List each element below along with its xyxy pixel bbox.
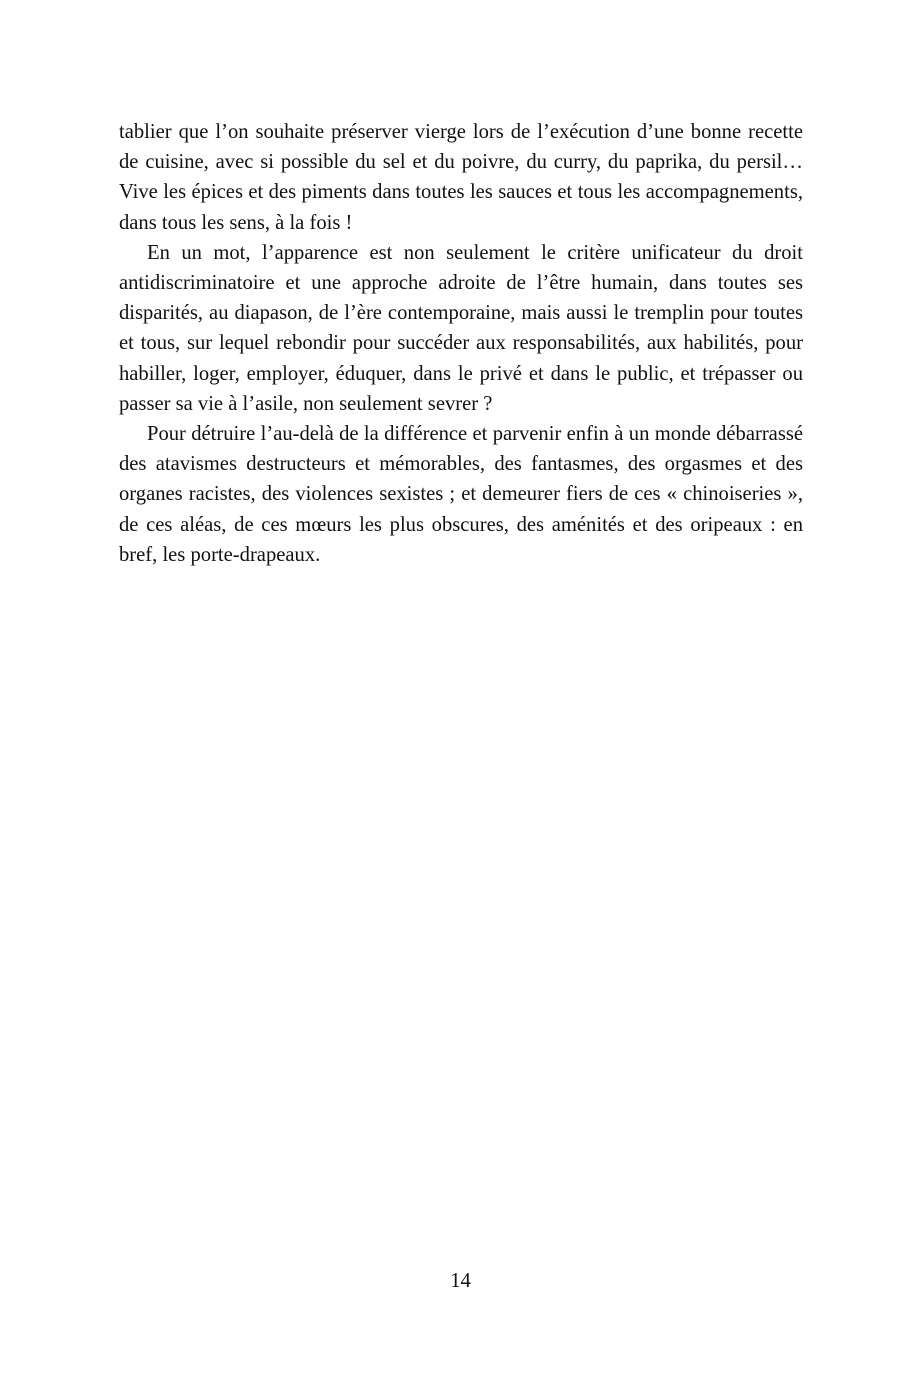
paragraph-apparence: En un mot, l’apparence est non seulement le critère unificateur du droit antidiscriminatoire et une approche adroite de l’être humain, dans toutes ses disparités, au diapason, de l’ère contemporaine, mais aussi le tremplin pour toutes et tous, sur lequel rebondir pour succéder aux responsabilités, aux habilités, pour habiller, loger, employer, éduquer, dans le privé et dans le public, et trépasser ou passer sa vie à l’asile, non seulement sevrer ? [119,241,803,415]
paragraph-continuation: tablier que l’on souhaite préserver vierge lors de l’exécution d’une bonne recette de cuisine, avec si possible du sel et du poivre, du curry, du paprika, du persil… Vive les épices et des piments dans toutes les sauces et tous les accompagnements, dans tous les sens, à la fois ! [119,121,803,234]
body-text [119,117,803,570]
page-number: 14 [450,1270,471,1292]
paragraph-conclusion: Pour détruire l’au-delà de la différence et parvenir enfin à un monde débarrassé des atavismes destructeurs et mémorables, des fantasmes, des orgasmes et des organes racistes, des violences sexistes ; et demeurer fiers de ces « chinoiseries », de ces aléas, de ces mœurs les plus obscures, des aménités et des oripeaux : en bref, les porte-drapeaux. [119,423,803,566]
